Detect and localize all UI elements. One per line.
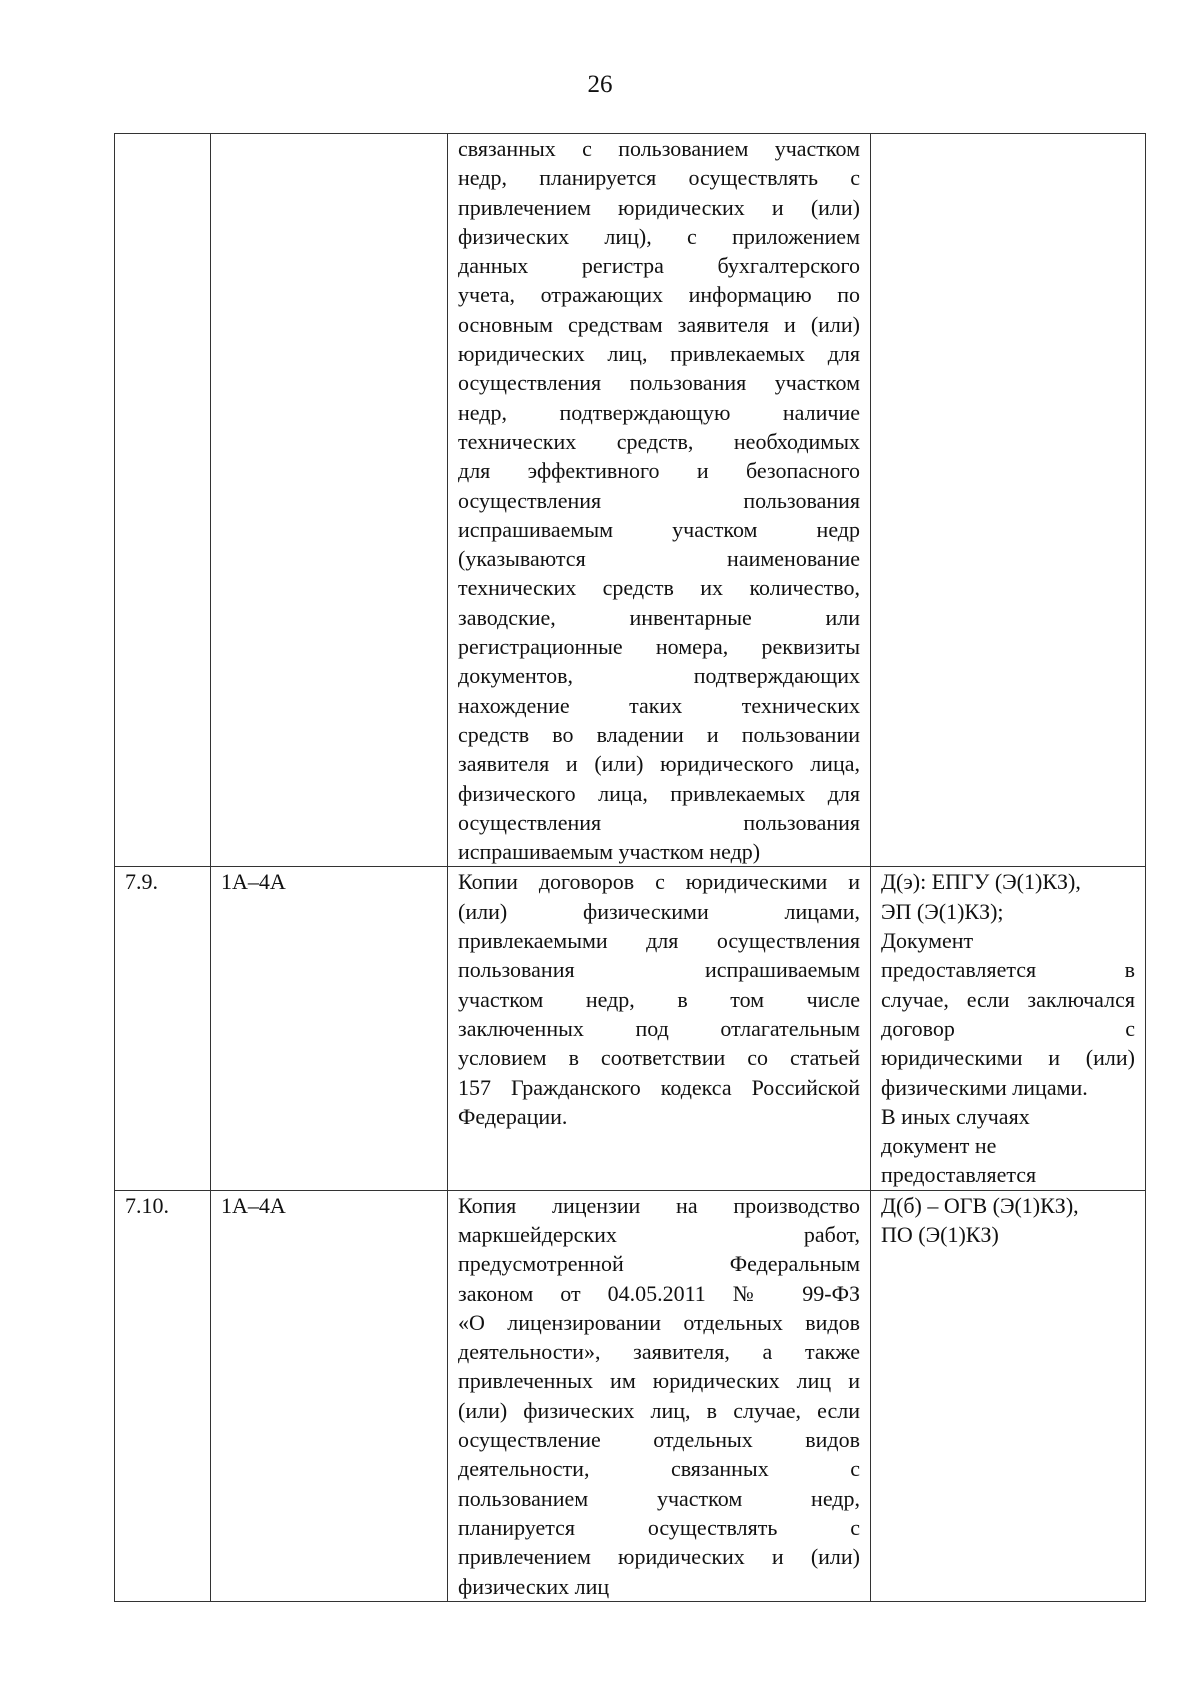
text-line: условием в соответствии со статьей bbox=[458, 1045, 860, 1071]
text-line: законом от 04.05.2011 № 99-ФЗ bbox=[458, 1280, 860, 1306]
text-line: (или) физическими лицами, bbox=[458, 898, 860, 924]
document-description-cell bbox=[448, 867, 871, 1190]
text-line: технических средств их количество, bbox=[458, 575, 860, 601]
submission-method-cell bbox=[871, 134, 1146, 867]
text-line: (или) физических лиц, в случае, если bbox=[458, 1397, 860, 1423]
text-line: физических лиц bbox=[458, 1573, 610, 1599]
text-line: Документ bbox=[881, 928, 974, 954]
text-line: средств во владении и пользовании bbox=[458, 721, 860, 747]
text-line: Копии договоров с юридическими и bbox=[458, 869, 860, 895]
text-line: осуществления пользования bbox=[458, 487, 860, 513]
text-line: физическими лицами. bbox=[881, 1074, 1088, 1100]
text-line: основным средствам заявителя и (или) bbox=[458, 311, 860, 337]
text-line: испрашиваемым участком недр) bbox=[458, 839, 761, 865]
text-line: предусмотренной Федеральным bbox=[458, 1251, 860, 1277]
text-line: маркшейдерских работ, bbox=[458, 1221, 860, 1247]
document-description-cell bbox=[448, 1190, 871, 1601]
text-line: Федерации. bbox=[458, 1103, 568, 1129]
text-line: предоставляется bbox=[881, 1162, 1037, 1188]
text-line: данных регистра бухгалтерского bbox=[458, 253, 860, 279]
text-line: документ не bbox=[881, 1133, 997, 1159]
row-number-cell: 7.10. bbox=[115, 1190, 211, 1601]
text-line: привлечением юридических и (или) bbox=[458, 194, 860, 220]
table-row bbox=[115, 867, 1146, 1190]
text-line: привлекаемыми для осуществления bbox=[458, 928, 860, 954]
table-row bbox=[115, 134, 1146, 867]
text-line: Д(б) – ОГВ (Э(1)КЗ), bbox=[881, 1192, 1079, 1218]
text-line: предоставляется в bbox=[881, 957, 1135, 983]
row-number-cell bbox=[115, 134, 211, 867]
text-line: пользования испрашиваемым bbox=[458, 957, 860, 983]
text-line: физических лиц), с приложением bbox=[458, 223, 860, 249]
text-line: 157 Гражданского кодекса Российской bbox=[458, 1074, 860, 1100]
text-line: для эффективного и безопасного bbox=[458, 458, 860, 484]
category-cell bbox=[211, 134, 448, 867]
row-number-cell: 7.9. bbox=[115, 867, 211, 1190]
text-line: «О лицензировании отдельных видов bbox=[458, 1309, 860, 1335]
text-line: испрашиваемым участком недр bbox=[458, 516, 860, 542]
text-line: заявителя и (или) юридического лица, bbox=[458, 751, 860, 777]
text-line: пользованием участком недр, bbox=[458, 1485, 860, 1511]
text-line: недр, планируется осуществлять с bbox=[458, 165, 860, 191]
text-line: привлеченных им юридических лиц и bbox=[458, 1368, 860, 1394]
text-line: Копия лицензии на производство bbox=[458, 1192, 860, 1218]
text-line: договор с bbox=[881, 1015, 1135, 1041]
text-line: В иных случаях bbox=[881, 1103, 1030, 1129]
text-line: осуществление отдельных видов bbox=[458, 1427, 860, 1453]
submission-method-cell bbox=[871, 1190, 1146, 1601]
submission-method-cell bbox=[871, 867, 1146, 1190]
text-line: осуществления пользования bbox=[458, 809, 860, 835]
text-line: планируется осуществлять с bbox=[458, 1514, 860, 1540]
text-line: заводские, инвентарные или bbox=[458, 604, 860, 630]
text-line: регистрационные номера, реквизиты bbox=[458, 634, 860, 660]
text-line: случае, если заключался bbox=[881, 986, 1135, 1012]
text-line: осуществления пользования участком bbox=[458, 370, 860, 396]
text-line: деятельности», заявителя, а также bbox=[458, 1339, 860, 1365]
table-row bbox=[115, 1190, 1146, 1601]
text-line: заключенных под отлагательным bbox=[458, 1015, 860, 1041]
text-line: привлечением юридических и (или) bbox=[458, 1544, 860, 1570]
text-line: недр, подтверждающую наличие bbox=[458, 399, 860, 425]
text-line: юридических лиц, привлекаемых для bbox=[458, 341, 860, 367]
page-number: 26 bbox=[587, 71, 613, 98]
document-description-cell bbox=[448, 134, 871, 867]
text-line: (указываются наименование bbox=[458, 546, 860, 572]
text-line: участком недр, в том числе bbox=[458, 986, 860, 1012]
text-line: документов, подтверждающих bbox=[458, 663, 860, 689]
text-line: технических средств, необходимых bbox=[458, 428, 860, 454]
text-line: физического лица, привлекаемых для bbox=[458, 780, 860, 806]
text-line: ПО (Э(1)КЗ) bbox=[881, 1221, 999, 1247]
text-line: нахождение таких технических bbox=[458, 692, 860, 718]
category-cell: 1А–4А bbox=[211, 867, 448, 1190]
text-line: ЭП (Э(1)КЗ); bbox=[881, 898, 1004, 924]
document-table bbox=[114, 133, 1146, 1602]
text-line: юридическими и (или) bbox=[881, 1045, 1135, 1071]
text-line: Д(э): ЕПГУ (Э(1)КЗ), bbox=[881, 869, 1081, 895]
category-cell: 1А–4А bbox=[211, 1190, 448, 1601]
text-line: связанных с пользованием участком bbox=[458, 136, 860, 161]
text-line: учета, отражающих информацию по bbox=[458, 282, 860, 308]
text-line: деятельности, связанных с bbox=[458, 1456, 860, 1482]
